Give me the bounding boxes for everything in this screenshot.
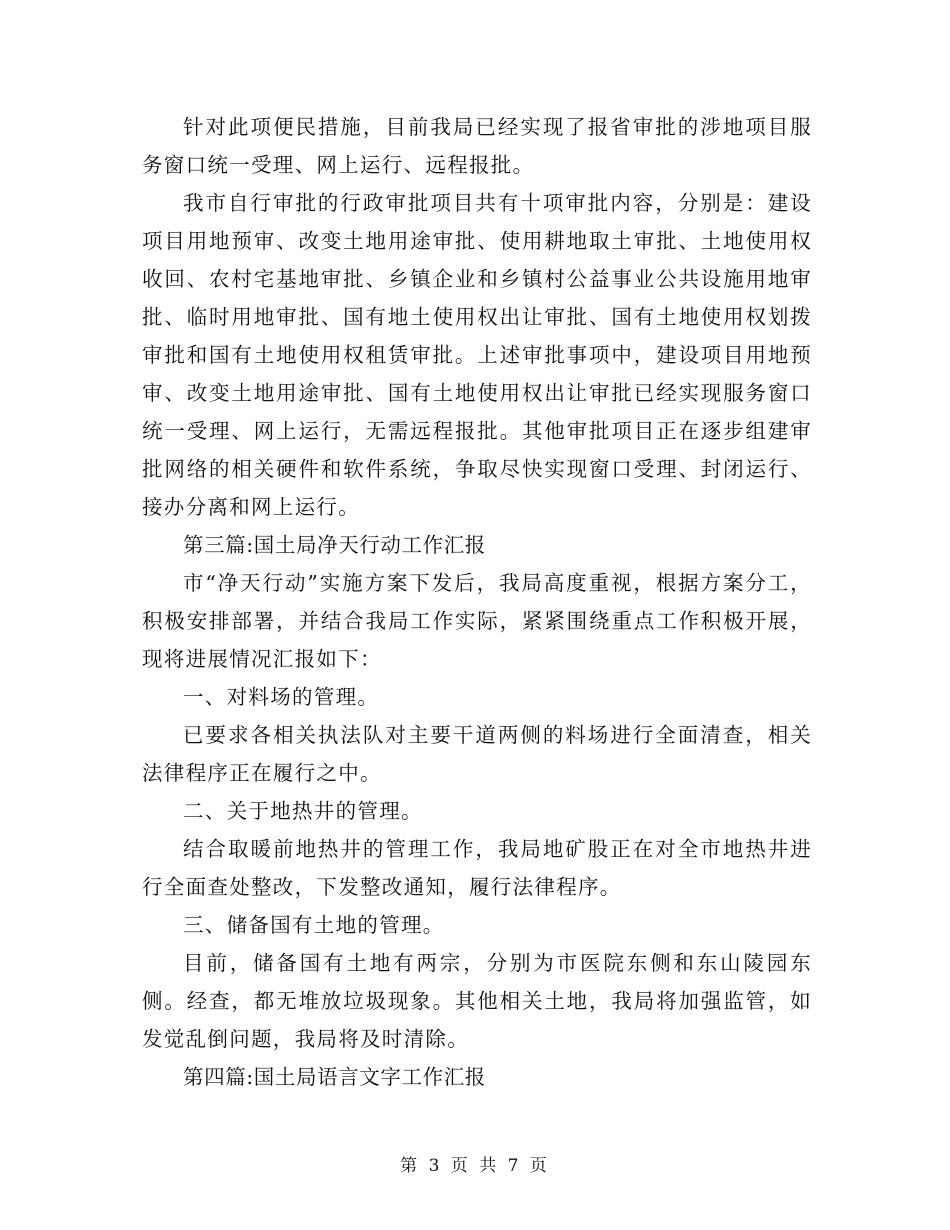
page-number-footer: 第 3 页 共 7 页 <box>400 1156 550 1176</box>
section-heading-4: 第四篇:国土局语言文字工作汇报 <box>183 1065 486 1089</box>
subheading-material-yards: 一、对料场的管理。 <box>183 685 380 709</box>
paragraph-approval-items: 我市自行审批的行政审批项目共有十项审批内容，分别是：建设项目用地预审、改变土地用途审批、使用耕地取土审批、土地使用权收回、农村宅基地审批、乡镇企业和乡镇村公益事业公共设施用地审批、临时用地审批、国有地土使用权出让审批、国有土地使用权划拨审批和国有土地使用权租赁审批。上述审批事项中，建设项目用地预审、改变土地用途审批、国有土地使用权出让审批已经实现服务窗口统一受理、网上运行，无需远程报批。其他审批项目正在逐步组建审批网络的相关硬件和软件系统，争取尽快实现窗口受理、封闭运行、接办分离和网上运行。 <box>142 191 812 519</box>
subheading-reserve-land: 三、储备国有土地的管理。 <box>183 913 445 937</box>
paragraph-geothermal-wells: 结合取暖前地热井的管理工作，我局地矿股正在对全市地热井进行全面查处整改，下发整改通知，履行法律程序。 <box>142 837 812 899</box>
section-heading-3: 第三篇:国土局净天行动工作汇报 <box>183 533 486 557</box>
paragraph-material-yards: 已要求各相关执法队对主要干道两侧的料场进行全面清查，相关法律程序正在履行之中。 <box>142 723 812 785</box>
subheading-geothermal-wells: 二、关于地热井的管理。 <box>183 799 423 823</box>
document-body <box>142 108 812 1096</box>
paragraph-clean-sky-intro: 市“净天行动”实施方案下发后，我局高度重视，根据方案分工，积极安排部署，并结合我局工作实际，紧紧围绕重点工作积极开展，现将进展情况汇报如下： <box>142 571 812 671</box>
paragraph-reserve-land: 目前，储备国有土地有两宗，分别为市医院东侧和东山陵园东侧。经查，都无堆放垃圾现象。其他相关土地，我局将加强监管，如发觉乱倒问题，我局将及时清除。 <box>142 951 812 1051</box>
paragraph-convenience-measures: 针对此项便民措施，目前我局已经实现了报省审批的涉地项目服务窗口统一受理、网上运行、远程报批。 <box>142 115 812 177</box>
